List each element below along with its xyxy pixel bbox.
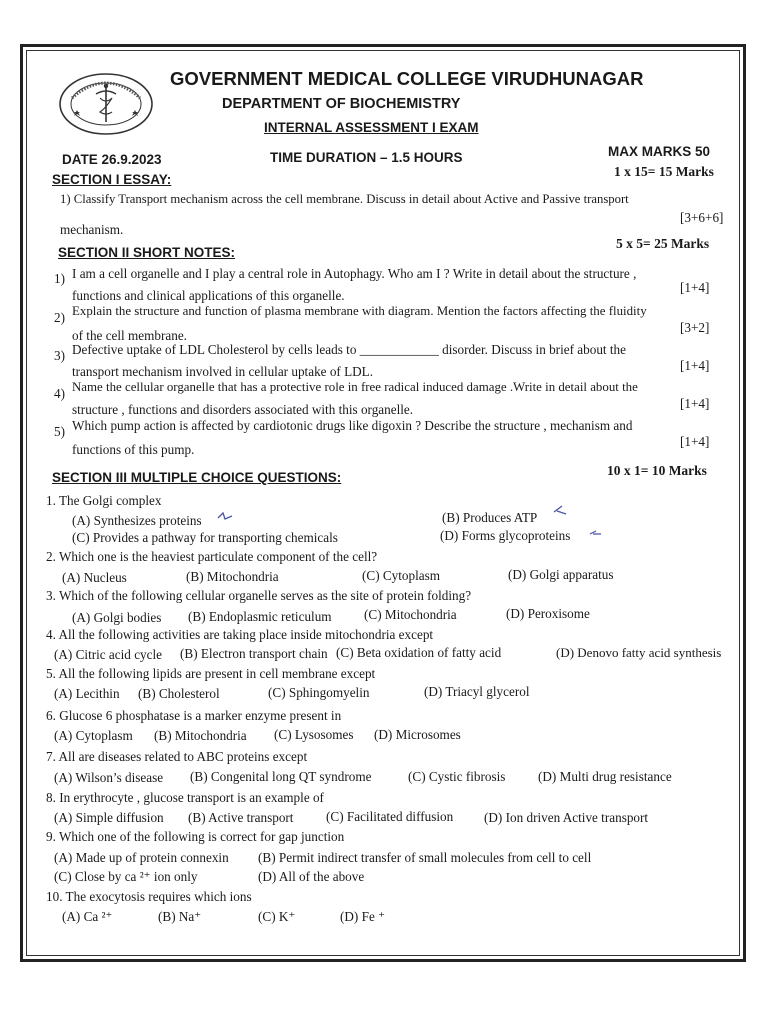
mcq10-option-c: (C) K⁺ xyxy=(258,909,296,924)
s1-q1-line2: mechanism. xyxy=(60,222,124,237)
section2-title: SECTION II SHORT NOTES: xyxy=(58,245,236,260)
mcq3-option-d: (D) Peroxisome xyxy=(506,606,590,621)
section1-title: SECTION I ESSAY: xyxy=(52,172,172,187)
mcq4-option-b: (B) Electron transport chain xyxy=(180,646,328,661)
mcq1-option-b: (B) Produces ATP xyxy=(442,510,538,525)
mcq9-option-d: (D) All of the above xyxy=(258,869,365,884)
s2-q4-line1: Name the cellular organelle that has a protective role in free radical induced damage .Write in detail about the xyxy=(72,380,638,394)
mcq5-option-d: (D) Triacyl glycerol xyxy=(424,684,530,699)
s2-q1-split: [1+4] xyxy=(680,280,710,295)
time-duration: TIME DURATION – 1.5 HOURS xyxy=(270,150,463,165)
mcq3-stem: 3. Which of the following cellular organelle serves as the site of protein folding? xyxy=(46,588,472,603)
mcq5-option-c: (C) Sphingomyelin xyxy=(268,685,370,700)
college-name: GOVERNMENT MEDICAL COLLEGE VIRUDHUNAGAR xyxy=(170,68,644,89)
section2-marks: 5 x 5= 25 Marks xyxy=(616,236,710,251)
s1-q1-line1: 1) Classify Transport mechanism across the cell membrane. Discuss in detail about Active and Passive transport xyxy=(60,192,629,206)
tick-mark-icon xyxy=(588,528,604,538)
s2-q5-split: [1+4] xyxy=(680,434,710,449)
department-name: DEPARTMENT OF BIOCHEMISTRY xyxy=(222,96,461,112)
s2-q5-line2: functions of this pump. xyxy=(72,442,195,457)
mcq1-option-a: (A) Synthesizes proteins xyxy=(72,513,202,528)
section1-marks: 1 x 15= 15 Marks xyxy=(614,164,714,179)
mcq8-option-b: (B) Active transport xyxy=(188,810,294,825)
mcq10-option-b: (B) Na⁺ xyxy=(158,909,202,924)
mcq4-option-a: (A) Citric acid cycle xyxy=(54,647,163,662)
s2-q1-number: 1) xyxy=(54,271,65,286)
s2-q4-split: [1+4] xyxy=(680,396,710,411)
mcq4-stem: 4. All the following activities are taking place inside mitochondria except xyxy=(46,627,434,642)
s2-q3-number: 3) xyxy=(54,348,65,363)
mcq2-option-c: (C) Cytoplasm xyxy=(362,568,441,583)
s1-q1-split: [3+6+6] xyxy=(680,210,724,225)
s2-q2-line1: Explain the structure and function of plasma membrane with diagram. Mention the factors affecting the fluidity xyxy=(72,304,647,318)
mcq1-option-c: (C) Provides a pathway for transporting chemicals xyxy=(72,530,338,545)
mcq6-option-a: (A) Cytoplasm xyxy=(54,728,133,743)
s2-q1-line1: I am a cell organelle and I play a central role in Autophagy. Who am I ? Write in detail about the structure , xyxy=(72,266,637,281)
mcq4-option-c: (C) Beta oxidation of fatty acid xyxy=(336,645,502,660)
mcq2-option-a: (A) Nucleus xyxy=(62,570,127,585)
mcq4-option-d: (D) Denovo fatty acid synthesis xyxy=(556,645,722,660)
college-seal-logo xyxy=(58,72,154,136)
section3-title: SECTION III MULTIPLE CHOICE QUESTIONS: xyxy=(52,470,342,485)
mcq8-option-c: (C) Facilitated diffusion xyxy=(326,809,454,824)
exam-date: DATE 26.9.2023 xyxy=(62,152,162,167)
s2-q5-line1: Which pump action is affected by cardiotonic drugs like digoxin ? Describe the structure , mechanism and xyxy=(72,418,633,433)
s2-q2-split: [3+2] xyxy=(680,320,710,335)
s2-q5-number: 5) xyxy=(54,424,65,439)
mcq5-option-b: (B) Cholesterol xyxy=(138,686,220,701)
mcq3-option-b: (B) Endoplasmic reticulum xyxy=(188,609,332,624)
mcq8-option-a: (A) Simple diffusion xyxy=(54,810,164,825)
exam-title: INTERNAL ASSESSMENT I EXAM xyxy=(264,120,479,135)
mcq5-stem: 5. All the following lipids are present in cell membrane except xyxy=(46,666,376,681)
mcq9-option-c: (C) Close by ca ²⁺ ion only xyxy=(54,869,198,884)
mcq10-option-d: (D) Fe ⁺ xyxy=(340,909,386,924)
s2-q1-line2: functions and clinical applications of this organelle. xyxy=(72,288,345,303)
section3-marks: 10 x 1= 10 Marks xyxy=(607,463,707,478)
mcq2-option-d: (D) Golgi apparatus xyxy=(508,567,614,582)
mcq1-option-d: (D) Forms glycoproteins xyxy=(440,528,571,543)
mcq9-option-b: (B) Permit indirect transfer of small molecules from cell to cell xyxy=(258,850,592,865)
mcq7-option-a: (A) Wilson’s disease xyxy=(54,770,164,785)
mcq3-option-a: (A) Golgi bodies xyxy=(72,610,162,625)
mcq9-stem: 9. Which one of the following is correct for gap junction xyxy=(46,829,345,844)
s2-q4-number: 4) xyxy=(54,386,65,401)
mcq6-option-c: (C) Lysosomes xyxy=(274,727,354,742)
mcq6-option-d: (D) Microsomes xyxy=(374,727,461,742)
s2-q2-number: 2) xyxy=(54,310,65,325)
mcq9-option-a: (A) Made up of protein connexin xyxy=(54,850,229,865)
tick-mark-icon xyxy=(552,503,570,517)
s2-q3-split: [1+4] xyxy=(680,358,710,373)
mcq7-stem: 7. All are diseases related to ABC proteins except xyxy=(46,749,308,764)
tick-mark-icon xyxy=(216,510,234,522)
s2-q4-line2: structure , functions and disorders associated with this organelle. xyxy=(72,402,414,417)
mcq1-stem: 1. The Golgi complex xyxy=(46,493,162,508)
mcq3-option-c: (C) Mitochondria xyxy=(364,607,457,622)
max-marks: MAX MARKS 50 xyxy=(608,144,711,159)
mcq10-option-a: (A) Ca ²⁺ xyxy=(62,909,113,924)
mcq8-option-d: (D) Ion driven Active transport xyxy=(484,810,649,825)
mcq2-option-b: (B) Mitochondria xyxy=(186,569,279,584)
mcq2-stem: 2. Which one is the heaviest particulate component of the cell? xyxy=(46,549,378,564)
s2-q2-line2: of the cell membrane. xyxy=(72,328,187,343)
mcq7-option-d: (D) Multi drug resistance xyxy=(538,769,672,784)
mcq6-option-b: (B) Mitochondria xyxy=(154,728,247,743)
mcq7-option-b: (B) Congenital long QT syndrome xyxy=(190,769,372,784)
s2-q3-line2: transport mechanism involved in cellular uptake of LDL. xyxy=(72,364,374,379)
mcq8-stem: 8. In erythrocyte , glucose transport is an example of xyxy=(46,790,324,805)
mcq10-stem: 10. The exocytosis requires which ions xyxy=(46,889,252,904)
mcq5-option-a: (A) Lecithin xyxy=(54,686,120,701)
s2-q3-line1: Defective uptake of LDL Cholesterol by cells leads to ____________ disorder. Discuss in brief about the xyxy=(72,342,626,357)
mcq6-stem: 6. Glucose 6 phosphatase is a marker enzyme present in xyxy=(46,708,342,723)
mcq7-option-c: (C) Cystic fibrosis xyxy=(408,769,506,784)
